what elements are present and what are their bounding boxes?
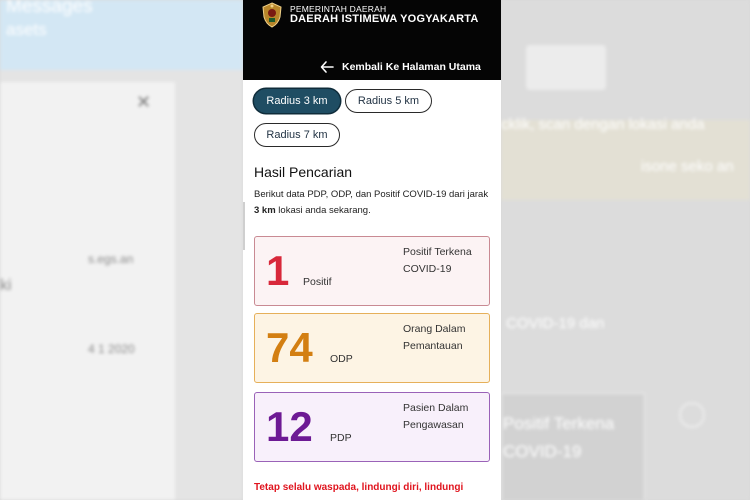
- radius-value: 3 km: [303, 95, 328, 107]
- radius-word: Radius: [266, 129, 301, 141]
- radius-word: Radius: [266, 95, 301, 107]
- safety-warning: Tetap selalu waspada, lindungi diri, lindungi: [254, 482, 464, 493]
- background-text: isone seko an: [641, 158, 734, 175]
- desc-radius: 3 km: [254, 205, 276, 216]
- results-description: [254, 187, 490, 219]
- government-label: PEMERINTAH DAERAH: [290, 4, 387, 14]
- app-header: [243, 0, 501, 80]
- background-date: s.egs.an: [88, 252, 134, 266]
- phone-screen: [243, 0, 501, 500]
- pdp-stat-card: [254, 392, 490, 462]
- results-title: Hasil Pencarian: [254, 164, 353, 180]
- positive-stat-card: [254, 236, 490, 306]
- background-right-panel: [501, 0, 750, 500]
- background-box: [526, 45, 606, 90]
- background-date: 4 1 2020: [88, 342, 135, 356]
- radius-7km-chip[interactable]: [254, 123, 340, 147]
- radius-word: Radius: [357, 95, 393, 107]
- background-text: COVID-19 dan: [506, 315, 605, 332]
- desc-prefix: Berikut data PDP, ODP, dan Positif COVID-19 dari jarak: [254, 189, 489, 200]
- stat-value: 1: [266, 247, 290, 294]
- radius-value: 5 km: [395, 95, 420, 107]
- background-card-text: Positif Terkena: [503, 414, 615, 433]
- background-circle-icon: [679, 402, 705, 428]
- desc-suffix: lokasi anda sekarang.: [278, 205, 371, 216]
- stat-label: Pasien Dalam Pengawasan: [403, 402, 469, 431]
- background-title: Messages: [6, 0, 93, 17]
- background-subtitle: asets: [6, 20, 47, 39]
- background-text: cklik, scan dengan lokasi anda: [501, 116, 705, 133]
- odp-stat-card: [254, 313, 490, 383]
- stat-abbr: PDP: [330, 432, 352, 444]
- radius-value: 7 km: [303, 129, 328, 141]
- radius-3km-chip[interactable]: [254, 89, 340, 113]
- stat-label: Positif Terkena COVID-19: [403, 246, 472, 275]
- scrollbar[interactable]: [243, 202, 245, 250]
- stat-abbr: Positif: [303, 276, 332, 288]
- stat-label: Orang Dalam Pemantauan: [403, 323, 466, 352]
- stat-abbr: ODP: [330, 353, 353, 365]
- stat-value: 74: [266, 324, 313, 371]
- radius-5km-chip[interactable]: [345, 89, 432, 113]
- coat-of-arms-icon: [261, 2, 283, 28]
- background-item: ki: [0, 277, 12, 294]
- government-name: DAERAH ISTIMEWA YOGYAKARTA: [290, 13, 479, 25]
- background-left-panel: [0, 0, 243, 500]
- background-card-text: COVID-19: [503, 442, 582, 461]
- stat-value: 12: [266, 403, 313, 450]
- back-to-home-link[interactable]: [320, 59, 481, 75]
- background-close-icon: ✕: [136, 92, 152, 112]
- background-pane: [0, 82, 175, 500]
- back-link-label: Kembali Ke Halaman Utama: [342, 61, 481, 73]
- arrow-left-icon: [320, 60, 334, 74]
